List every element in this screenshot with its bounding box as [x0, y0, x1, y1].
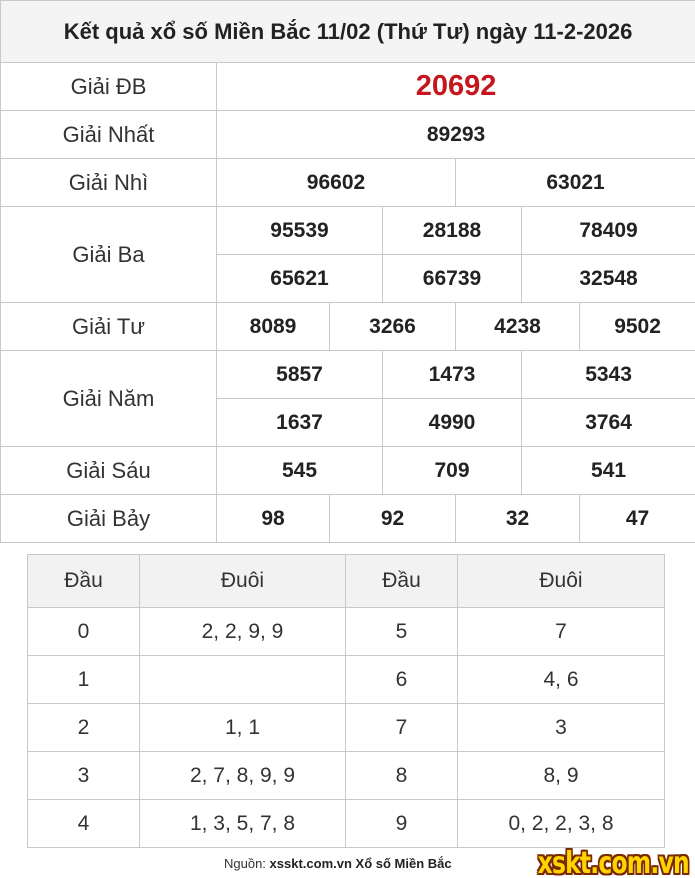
prize-value-nam: 3764 [522, 399, 695, 447]
prize-label-ba: Giải Ba [1, 207, 217, 303]
prize-value-tu: 4238 [456, 303, 580, 351]
prize-label-nam: Giải Năm [1, 351, 217, 447]
loto-dau: 8 [346, 752, 458, 800]
loto-header-row [28, 555, 665, 608]
loto-dau: 5 [346, 608, 458, 656]
loto-header-duoi: Đuôi [458, 555, 665, 608]
prize-value-tu: 9502 [580, 303, 695, 351]
prize-label-nhi: Giải Nhì [1, 159, 217, 207]
prize-value-ba: 65621 [217, 255, 383, 303]
loto-dau: 9 [346, 800, 458, 848]
prize-value-nhi: 63021 [456, 159, 695, 207]
prize-value-ba: 78409 [522, 207, 695, 255]
prize-value-bay: 98 [217, 495, 330, 543]
loto-dau: 4 [28, 800, 140, 848]
loto-dau: 1 [28, 656, 140, 704]
loto-dau: 7 [346, 704, 458, 752]
source-site: xsskt.com.vn Xổ số Miền Bắc [269, 856, 452, 871]
prize-value-nam: 1473 [383, 351, 522, 399]
table-row [28, 800, 665, 848]
loto-dau: 6 [346, 656, 458, 704]
loto-table [27, 554, 665, 848]
loto-duoi: 0, 2, 2, 3, 8 [458, 800, 665, 848]
prize-value-nam: 1637 [217, 399, 383, 447]
loto-duoi: 8, 9 [458, 752, 665, 800]
prize-value-nhi: 96602 [217, 159, 456, 207]
prize-label-nhat: Giải Nhất [1, 111, 217, 159]
prize-value-tu: 8089 [217, 303, 330, 351]
prize-value-nam: 5343 [522, 351, 695, 399]
loto-dau: 2 [28, 704, 140, 752]
loto-duoi: 2, 7, 8, 9, 9 [140, 752, 346, 800]
prize-value-ba: 66739 [383, 255, 522, 303]
loto-header-dau: Đầu [346, 555, 458, 608]
loto-duoi: 1, 1 [140, 704, 346, 752]
footer [0, 846, 695, 878]
prize-value-ba: 32548 [522, 255, 695, 303]
prize-label-bay: Giải Bảy [1, 495, 217, 543]
prize-label-db: Giải ĐB [1, 63, 217, 111]
prize-value-ba: 28188 [383, 207, 522, 255]
prize-value-ba: 95539 [217, 207, 383, 255]
prize-value-nhat: 89293 [217, 111, 695, 159]
prize-value-bay: 32 [456, 495, 580, 543]
loto-duoi [140, 656, 346, 704]
loto-dau: 3 [28, 752, 140, 800]
page-title: Kết quả xổ số Miền Bắc 11/02 (Thứ Tư) ngày 11-2-2026 [1, 1, 695, 63]
table-row [28, 704, 665, 752]
prize-value-tu: 3266 [330, 303, 456, 351]
prize-label-sau: Giải Sáu [1, 447, 217, 495]
table-row [28, 752, 665, 800]
loto-header-duoi: Đuôi [140, 555, 346, 608]
prize-value-sau: 709 [383, 447, 522, 495]
prize-label-tu: Giải Tư [1, 303, 217, 351]
loto-duoi: 1, 3, 5, 7, 8 [140, 800, 346, 848]
source-credit [224, 856, 452, 871]
prize-value-nam: 4990 [383, 399, 522, 447]
loto-duoi: 3 [458, 704, 665, 752]
table-row [28, 656, 665, 704]
loto-duoi: 4, 6 [458, 656, 665, 704]
loto-duoi: 2, 2, 9, 9 [140, 608, 346, 656]
table-row [28, 608, 665, 656]
prize-value-db: 20692 [217, 63, 695, 111]
prize-value-bay: 47 [580, 495, 695, 543]
loto-duoi: 7 [458, 608, 665, 656]
prize-value-sau: 541 [522, 447, 695, 495]
prize-value-sau: 545 [217, 447, 383, 495]
brand-logo[interactable]: xskt.com.vn [537, 846, 689, 878]
loto-header-dau: Đầu [28, 555, 140, 608]
prize-value-nam: 5857 [217, 351, 383, 399]
prize-value-bay: 92 [330, 495, 456, 543]
source-prefix: Nguồn: [224, 856, 266, 871]
loto-dau: 0 [28, 608, 140, 656]
